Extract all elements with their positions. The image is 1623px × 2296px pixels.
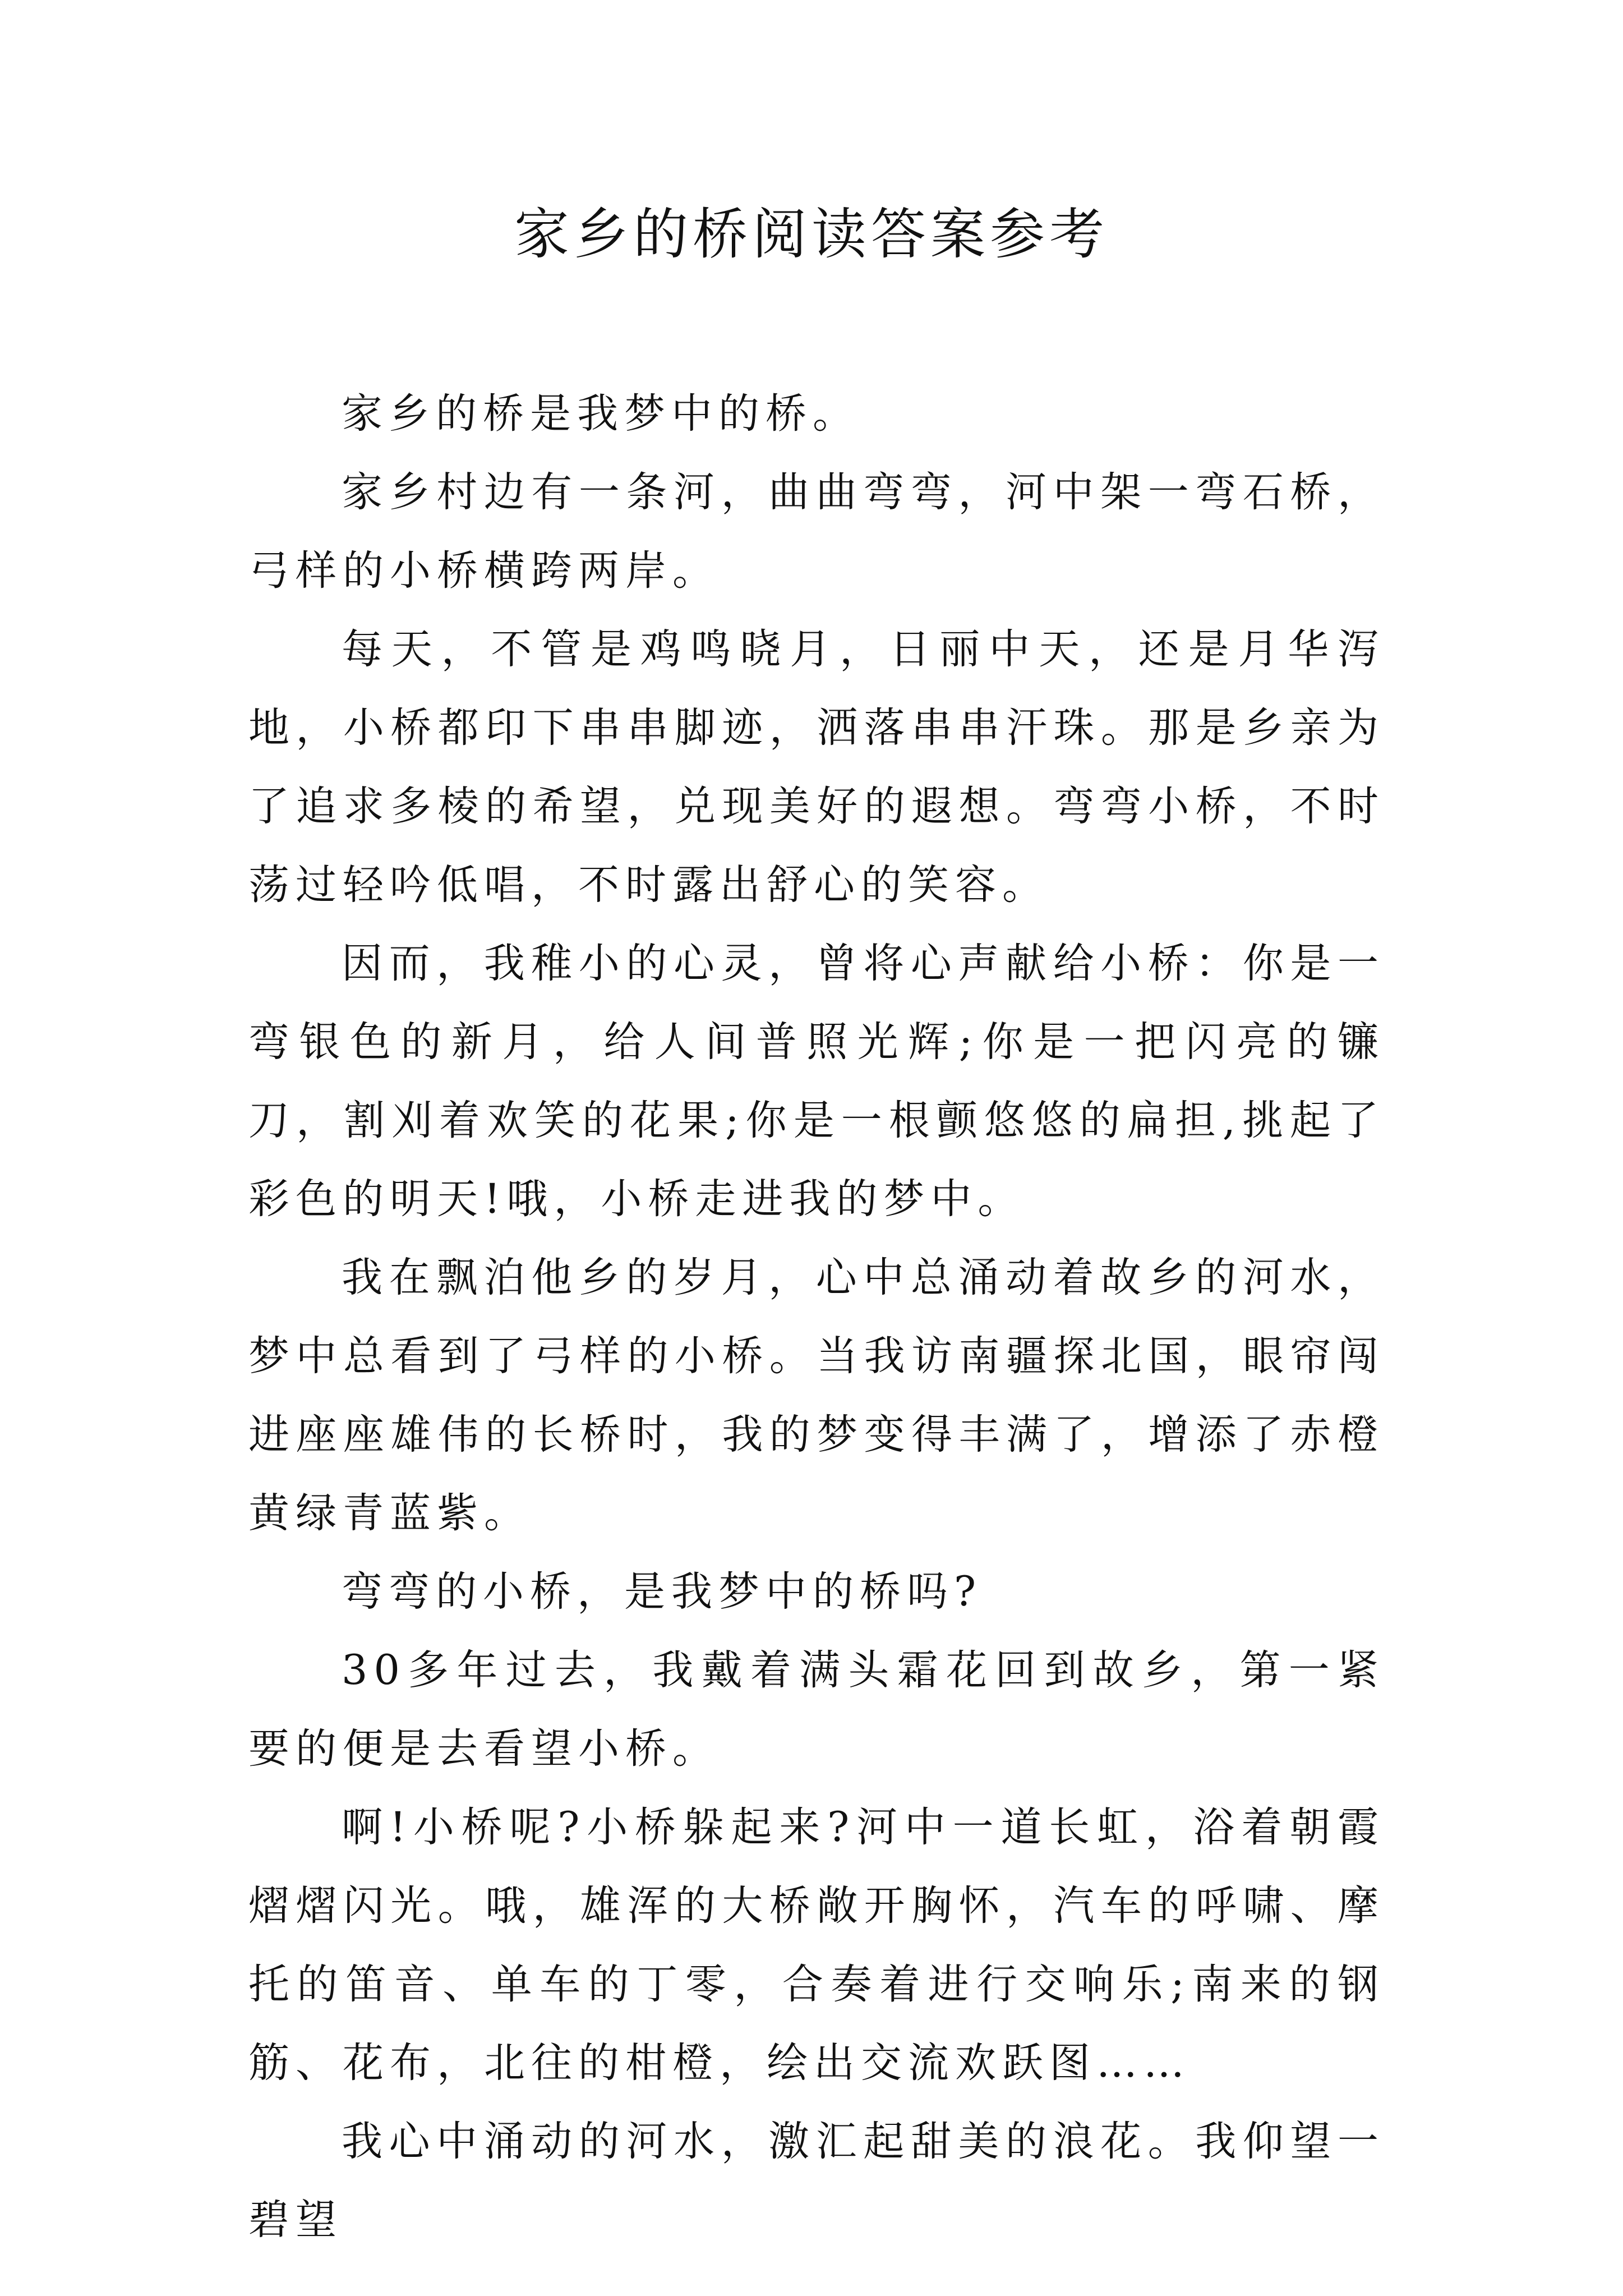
paragraph: 因而，我稚小的心灵，曾将心声献给小桥：你是一弯银色的新月，给人间普照光辉;你是一把闪亮的镰刀，割刈着欢笑的花果;你是一根颤悠悠的扁担,挑起了彩色的明天!哦，小桥走进我的梦中。 [248, 940, 1385, 1223]
document-body [248, 375, 1385, 2260]
document-title: 家乡的桥阅读答案参考 [514, 203, 1109, 266]
paragraph: 弯弯的小桥，是我梦中的桥吗? [342, 1568, 983, 1616]
paragraph: 啊!小桥呢?小桥躲起来?河中一道长虹，浴着朝霞熠熠闪光。哦，雄浑的大桥敞开胸怀，汽车的呼啸、摩托的笛音、单车的丁零，合奏着进行交响乐;南来的钢筋、花布，北往的柑橙，绘出交流欢跃图…… [248, 1803, 1385, 2087]
paragraph: 家乡村边有一条河，曲曲弯弯，河中架一弯石桥，弓样的小桥横跨两岸。 [248, 468, 1385, 595]
paragraph: 每天，不管是鸡鸣晓月，日丽中天，还是月华泻地，小桥都印下串串脚迹，洒落串串汗珠。那是乡亲为了追求多棱的希望，兑现美好的遐想。弯弯小桥，不时荡过轻吟低唱，不时露出舒心的笑容。 [248, 625, 1385, 909]
paragraph: 我心中涌动的河水，激汇起甜美的浪花。我仰望一碧望 [248, 2118, 1385, 2244]
paragraph: 30多年过去，我戴着满头霜花回到故乡，第一紧要的便是去看望小桥。 [248, 1646, 1385, 1773]
paragraph: 家乡的桥是我梦中的桥。 [342, 390, 860, 438]
paragraph: 我在飘泊他乡的岁月，心中总涌动着故乡的河水，梦中总看到了弓样的小桥。当我访南疆探北国，眼帘闯进座座雄伟的长桥时，我的梦变得丰满了，增添了赤橙黄绿青蓝紫。 [248, 1254, 1385, 1537]
